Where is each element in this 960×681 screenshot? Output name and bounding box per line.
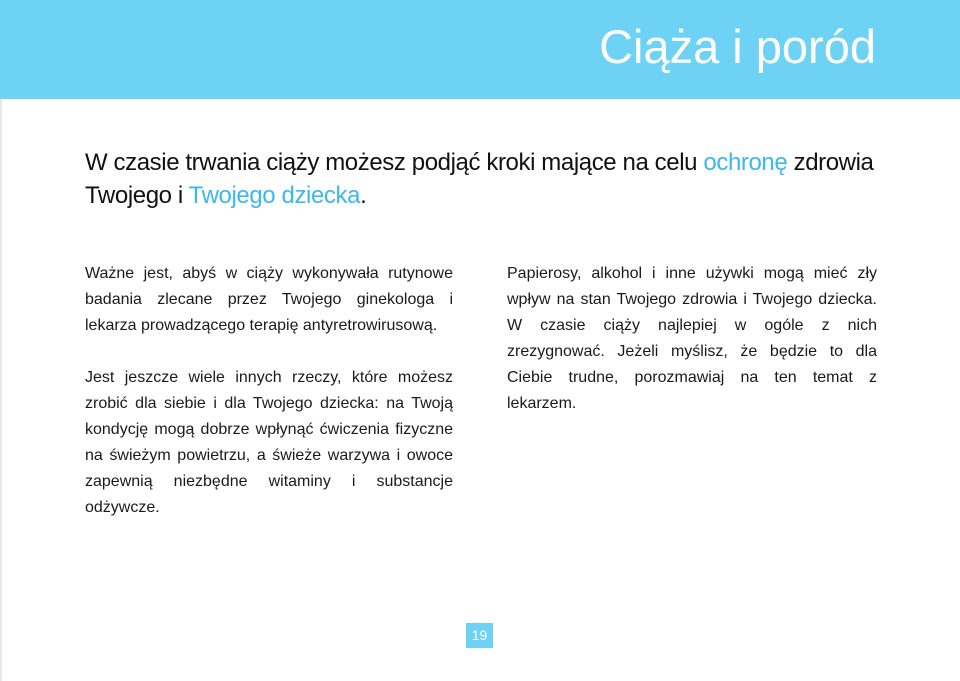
intro-text-part-1: W czasie trwania ciąży możesz podjąć kroki mające na celu — [85, 149, 704, 176]
intro-text-part-2: zdrowia Twojego i — [85, 149, 874, 209]
page-header — [0, 0, 960, 99]
left-paragraph-checkups: Ważne jest, abyś w ciąży wykonywała rutynowe badania zlecane przez Twojego ginekologa i lekarza prowadzącego terapię antyretrowirusową. — [85, 265, 453, 334]
intro-highlight-protection: ochronę — [703, 149, 788, 176]
page-number-badge: 19 — [466, 623, 493, 648]
intro-text-part-3: . — [360, 182, 367, 209]
left-paragraph-healthy-habits: Jest jeszcze wiele innych rzeczy, które możesz zrobić dla siebie i dla Twojego dziecka: na Twoją kondycję mogą dobrze wpłynąć ćwiczenia fizyczne na świeżym powietrzu, a świeże warzywa i owoce zapewnią niezbędne witaminy i substancje odżywcze. — [85, 369, 453, 516]
page-title: Ciąża i poród — [599, 20, 876, 73]
right-paragraph-stimulants: Papierosy, alkohol i inne używki mogą mieć zły wpływ na stan Twojego zdrowia i Twojego dziecka. W czasie ciąży najlepiej w ogóle z nich zrezygnować. Jeżeli myślisz, że będzie to dla Ciebie trudne, porozmawiaj na ten temat z lekarzem. — [507, 265, 877, 412]
right-column — [507, 261, 877, 417]
intro-heading — [85, 146, 885, 212]
page-edge-divider — [0, 99, 2, 681]
intro-highlight-child: Twojego dziecka — [188, 182, 361, 209]
left-column — [85, 261, 453, 521]
